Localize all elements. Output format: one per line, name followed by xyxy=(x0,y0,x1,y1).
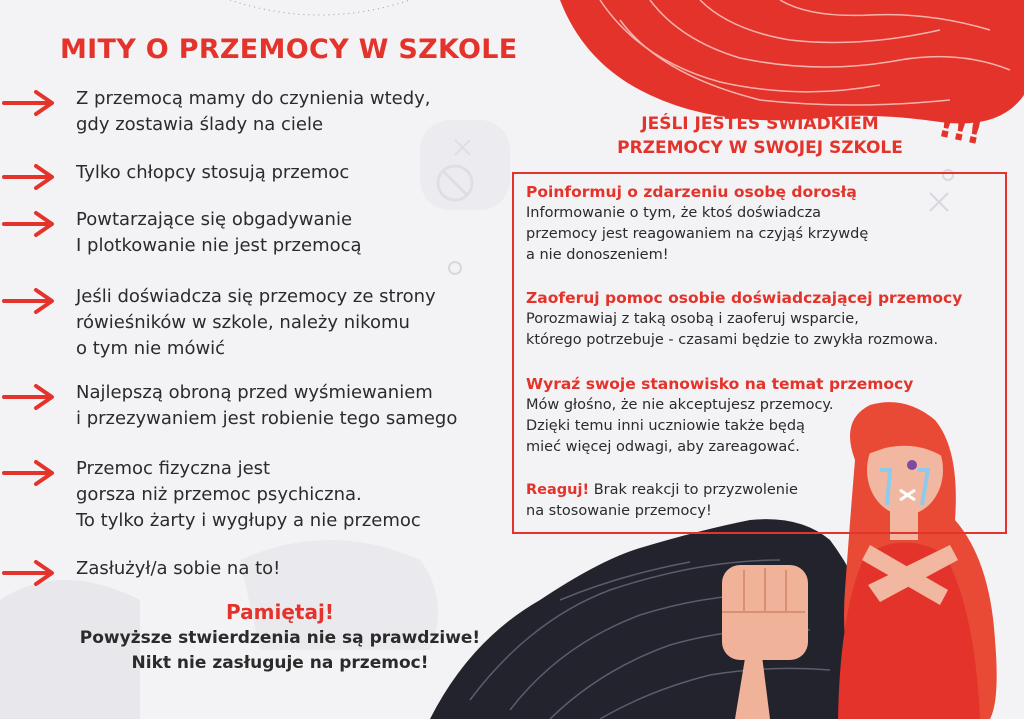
myth-text: Z przemocą mamy do czynienia wtedy, gdy zostawia ślady na ciele xyxy=(76,88,431,135)
myth-item xyxy=(0,284,520,362)
myth-text: Tylko chłopcy stosują przemoc xyxy=(76,162,350,183)
arrow-right-icon xyxy=(0,209,58,239)
dotted-arc-decoration xyxy=(230,0,410,15)
myth-text: Powtarzające się obgadywanie I plotkowanie nie jest przemocą xyxy=(76,209,362,256)
exclamation-marks: !!! xyxy=(934,103,986,154)
remember-block xyxy=(40,598,520,676)
myth-item xyxy=(0,207,520,259)
remember-body: Powyższe stwierdzenia nie są prawdziwe! Nikt nie zasługuje na przemoc! xyxy=(79,628,481,673)
advice-body: Informowanie o tym, że ktoś doświadcza przemocy jest reagowaniem na czyjąś krzywdę a nie donoszeniem! xyxy=(526,205,869,263)
advice-body: Mów głośno, że nie akceptujesz przemocy. Dzięki temu inni uczniowie także będą mieć więcej odwagi, aby zareagować. xyxy=(526,397,834,455)
advice-body: Porozmawiaj z taką osobą i zaoferuj wsparcie, którego potrzebuje - czasami będzie to zwykła rozmowa. xyxy=(526,311,939,348)
myth-item xyxy=(0,380,520,432)
myth-item xyxy=(0,160,520,192)
advice-body-text: Brak reakcji to przyzwolenie na stosowanie przemocy! xyxy=(526,482,798,519)
advice-item xyxy=(526,288,1006,351)
myth-item xyxy=(0,456,520,534)
remember-title: Pamiętaj! xyxy=(226,600,334,624)
page-title: MITY O PRZEMOCY W SZKOLE xyxy=(60,34,518,65)
advice-title: Wyraź swoje stanowisko na temat przemocy xyxy=(526,375,914,393)
arrow-right-icon xyxy=(0,88,58,118)
advice-item xyxy=(526,182,1006,266)
myth-text: Jeśli doświadcza się przemocy ze strony rówieśników w szkole, należy nikomu o tym nie mówić xyxy=(76,286,436,359)
witness-heading: JEŚLI JESTEŚ ŚWIADKIEM PRZEMOCY W SWOJEJ SZKOLE xyxy=(617,114,903,158)
advice-body xyxy=(526,480,1006,522)
arrow-right-icon xyxy=(0,162,58,192)
myth-item xyxy=(0,86,520,138)
myth-text: Zasłużył/a sobie na to! xyxy=(76,558,281,579)
advice-title: Zaoferuj pomoc osobie doświadczającej przemocy xyxy=(526,289,963,307)
myth-item xyxy=(0,556,520,588)
advice-item xyxy=(526,480,1006,522)
arrow-right-icon xyxy=(0,286,58,316)
advice-title: Reaguj! xyxy=(526,482,590,498)
advice-item xyxy=(526,374,1006,458)
arrow-right-icon xyxy=(0,558,58,588)
arrow-right-icon xyxy=(0,458,58,488)
myth-text: Najlepszą obroną przed wyśmiewaniem i przezywaniem jest robienie tego samego xyxy=(76,382,458,429)
arrow-right-icon xyxy=(0,382,58,412)
myth-text: Przemoc fizyczna jest gorsza niż przemoc psychiczna. To tylko żarty i wygłupy a nie przemoc xyxy=(76,458,421,531)
advice-title: Poinformuj o zdarzeniu osobę dorosłą xyxy=(526,183,857,201)
red-blob-decoration xyxy=(560,0,1024,123)
